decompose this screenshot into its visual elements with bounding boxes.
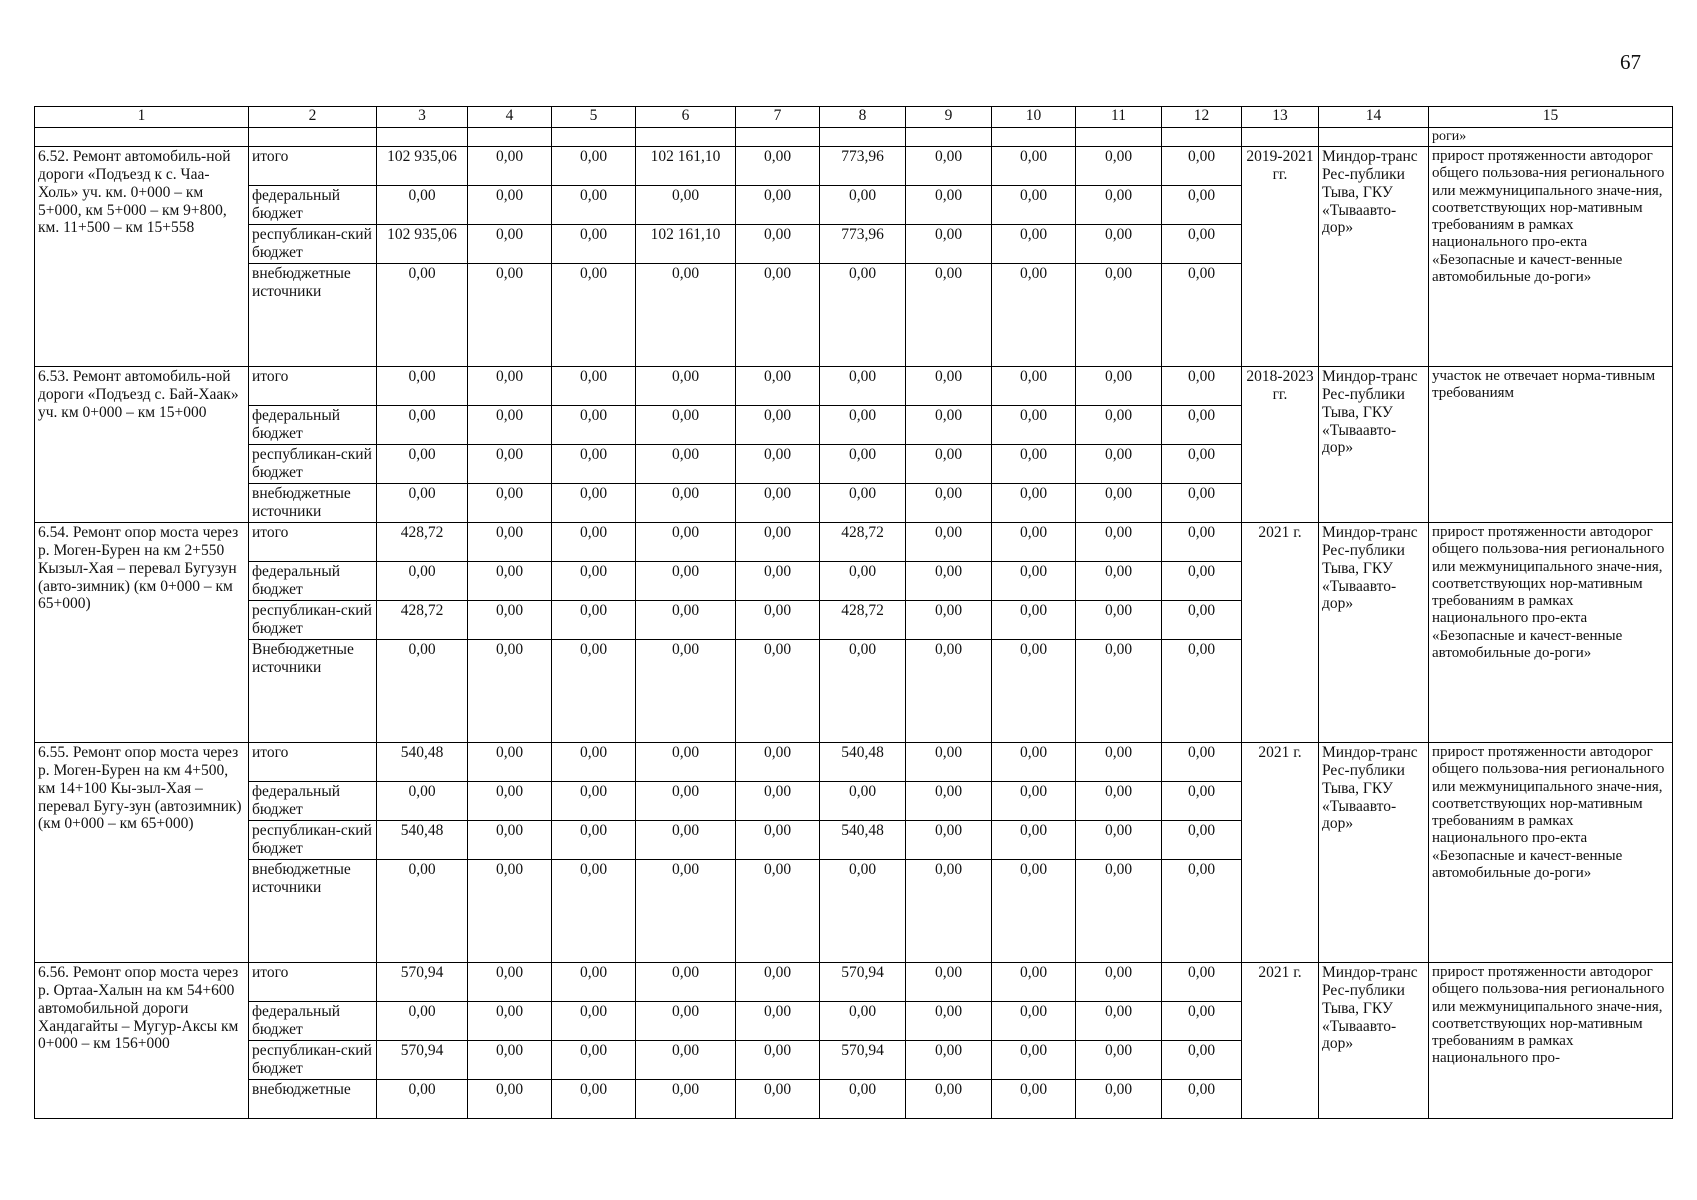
amount-cell: 102 935,06 (377, 147, 468, 186)
amount-cell: 0,00 (552, 445, 636, 484)
amount-cell: 0,00 (636, 523, 736, 562)
empty-cell (820, 128, 906, 147)
funding-source: внебюджетные источники (249, 860, 377, 963)
program-table (34, 106, 1673, 1119)
amount-cell: 0,00 (820, 484, 906, 523)
amount-cell: 0,00 (1162, 1041, 1242, 1080)
column-number: 8 (820, 107, 906, 128)
amount-cell: 0,00 (736, 147, 820, 186)
amount-cell: 0,00 (906, 743, 992, 782)
amount-cell: 0,00 (552, 601, 636, 640)
amount-cell: 0,00 (1076, 147, 1162, 186)
empty-cell (468, 128, 552, 147)
amount-cell: 0,00 (377, 1080, 468, 1119)
amount-cell: 0,00 (906, 445, 992, 484)
amount-cell: 0,00 (736, 601, 820, 640)
empty-cell (1162, 128, 1242, 147)
funding-source: федеральный бюджет (249, 782, 377, 821)
amount-cell: 0,00 (468, 445, 552, 484)
amount-cell: 0,00 (736, 264, 820, 367)
amount-cell: 570,94 (820, 963, 906, 1002)
amount-cell: 0,00 (906, 264, 992, 367)
amount-cell: 0,00 (736, 1080, 820, 1119)
amount-cell: 0,00 (1162, 782, 1242, 821)
period-cell: 2021 г. (1242, 743, 1319, 963)
empty-cell (736, 128, 820, 147)
amount-cell: 0,00 (377, 445, 468, 484)
amount-cell: 0,00 (636, 743, 736, 782)
column-number: 12 (1162, 107, 1242, 128)
amount-cell: 0,00 (636, 186, 736, 225)
amount-cell: 0,00 (1162, 367, 1242, 406)
amount-cell: 102 935,06 (377, 225, 468, 264)
amount-cell: 0,00 (1076, 445, 1162, 484)
amount-cell: 0,00 (1076, 186, 1162, 225)
amount-cell: 0,00 (1162, 860, 1242, 963)
amount-cell: 0,00 (1162, 601, 1242, 640)
carry-over-text: роги» (1429, 128, 1673, 147)
amount-cell: 0,00 (636, 601, 736, 640)
amount-cell: 0,00 (636, 1041, 736, 1080)
result-note: участок не отвечает норма-тивным требованиям (1429, 367, 1673, 523)
amount-cell: 0,00 (906, 367, 992, 406)
amount-cell: 0,00 (468, 367, 552, 406)
amount-cell: 0,00 (468, 1041, 552, 1080)
empty-cell (906, 128, 992, 147)
amount-cell: 0,00 (906, 1080, 992, 1119)
amount-cell: 0,00 (1162, 225, 1242, 264)
amount-cell: 0,00 (552, 782, 636, 821)
amount-cell: 0,00 (1162, 406, 1242, 445)
amount-cell: 0,00 (552, 523, 636, 562)
amount-cell: 0,00 (468, 1002, 552, 1041)
result-note: прирост протяженности автодорог общего пользова-ния регионального или межмуниципального значе-ния, соответствующих нор-мативным требованиям в рамках национального про-екта «Безопасные и качест-венные автомобильные до-роги» (1429, 523, 1673, 743)
amount-cell: 0,00 (552, 743, 636, 782)
empty-cell (35, 128, 249, 147)
amount-cell: 0,00 (992, 963, 1076, 1002)
column-number: 6 (636, 107, 736, 128)
amount-cell: 0,00 (636, 640, 736, 743)
amount-cell: 0,00 (552, 225, 636, 264)
amount-cell: 0,00 (992, 640, 1076, 743)
column-number: 11 (1076, 107, 1162, 128)
funding-source: республикан-ский бюджет (249, 601, 377, 640)
amount-cell: 0,00 (992, 743, 1076, 782)
amount-cell: 0,00 (992, 1002, 1076, 1041)
amount-cell: 0,00 (736, 1041, 820, 1080)
amount-cell: 0,00 (820, 264, 906, 367)
result-note: прирост протяженности автодорог общего пользова-ния регионального или межмуниципального значе-ния, соответствующих нор-мативным требованиям в рамках национального про-екта «Безопасные и качест-венные автомобильные до-роги» (1429, 147, 1673, 367)
amount-cell: 0,00 (1162, 562, 1242, 601)
amount-cell: 0,00 (552, 406, 636, 445)
amount-cell: 0,00 (377, 562, 468, 601)
amount-cell: 0,00 (552, 264, 636, 367)
column-number: 4 (468, 107, 552, 128)
amount-cell: 0,00 (468, 147, 552, 186)
table-row (35, 367, 1673, 406)
responsible-cell: Миндор-транс Рес-публики Тыва, ГКУ «Тываавто-дор» (1319, 367, 1429, 523)
amount-cell: 0,00 (736, 743, 820, 782)
period-cell: 2018-2023 гг. (1242, 367, 1319, 523)
amount-cell: 102 161,10 (636, 225, 736, 264)
amount-cell: 0,00 (552, 963, 636, 1002)
funding-source: Внебюджетные источники (249, 640, 377, 743)
amount-cell: 0,00 (992, 186, 1076, 225)
project-name: 6.54. Ремонт опор моста через р. Моген-Бурен на км 2+550 Кызыл-Хая – перевал Бугузун (авто-зимник) (км 0+000 – км 65+000) (35, 523, 249, 743)
amount-cell: 0,00 (377, 484, 468, 523)
amount-cell: 0,00 (906, 1002, 992, 1041)
amount-cell: 0,00 (468, 225, 552, 264)
funding-source: республикан-ский бюджет (249, 225, 377, 264)
amount-cell: 0,00 (906, 821, 992, 860)
amount-cell: 0,00 (1076, 640, 1162, 743)
empty-cell (377, 128, 468, 147)
amount-cell: 0,00 (636, 1002, 736, 1041)
amount-cell: 540,48 (820, 743, 906, 782)
amount-cell: 0,00 (636, 484, 736, 523)
table-row (35, 963, 1673, 1002)
amount-cell: 0,00 (736, 523, 820, 562)
funding-source: итого (249, 367, 377, 406)
amount-cell: 0,00 (552, 367, 636, 406)
column-number: 5 (552, 107, 636, 128)
funding-source: итого (249, 523, 377, 562)
amount-cell: 0,00 (1162, 147, 1242, 186)
responsible-cell: Миндор-транс Рес-публики Тыва, ГКУ «Тываавто-дор» (1319, 963, 1429, 1119)
amount-cell: 0,00 (1162, 1002, 1242, 1041)
amount-cell: 0,00 (552, 186, 636, 225)
amount-cell: 428,72 (820, 523, 906, 562)
amount-cell: 570,94 (377, 1041, 468, 1080)
amount-cell: 0,00 (377, 367, 468, 406)
project-name: 6.53. Ремонт автомобиль-ной дороги «Подъезд с. Бай-Хаак» уч. км 0+000 – км 15+000 (35, 367, 249, 523)
funding-source: федеральный бюджет (249, 562, 377, 601)
amount-cell: 0,00 (906, 1041, 992, 1080)
amount-cell: 0,00 (377, 264, 468, 367)
amount-cell: 0,00 (636, 1080, 736, 1119)
amount-cell: 0,00 (552, 640, 636, 743)
amount-cell: 540,48 (820, 821, 906, 860)
column-number-row (35, 107, 1673, 128)
table-row (35, 147, 1673, 186)
amount-cell: 0,00 (468, 186, 552, 225)
amount-cell: 0,00 (992, 782, 1076, 821)
amount-cell: 0,00 (992, 601, 1076, 640)
amount-cell: 0,00 (552, 1080, 636, 1119)
amount-cell: 0,00 (736, 367, 820, 406)
amount-cell: 0,00 (736, 562, 820, 601)
amount-cell: 540,48 (377, 743, 468, 782)
amount-cell: 0,00 (906, 406, 992, 445)
amount-cell: 0,00 (552, 821, 636, 860)
column-number: 2 (249, 107, 377, 128)
amount-cell: 0,00 (992, 264, 1076, 367)
responsible-cell: Миндор-транс Рес-публики Тыва, ГКУ «Тываавто-дор» (1319, 147, 1429, 367)
amount-cell: 0,00 (992, 147, 1076, 186)
amount-cell: 0,00 (736, 186, 820, 225)
project-name: 6.56. Ремонт опор моста через р. Ортаа-Халын на км 54+600 автомобильной дороги Хандагайты – Мугур-Аксы км 0+000 – км 156+000 (35, 963, 249, 1119)
amount-cell: 0,00 (1076, 1002, 1162, 1041)
amount-cell: 0,00 (468, 860, 552, 963)
amount-cell: 0,00 (636, 406, 736, 445)
result-note: прирост протяженности автодорог общего пользова-ния регионального или межмуниципального значе-ния, соответствующих нор-мативным требованиям в рамках национального про-екта «Безопасные и качест-венные автомобильные до-роги» (1429, 743, 1673, 963)
table-row (35, 523, 1673, 562)
amount-cell: 0,00 (992, 821, 1076, 860)
period-cell: 2021 г. (1242, 963, 1319, 1119)
amount-cell: 0,00 (992, 1080, 1076, 1119)
funding-source: республикан-ский бюджет (249, 821, 377, 860)
empty-cell (552, 128, 636, 147)
amount-cell: 0,00 (820, 860, 906, 963)
amount-cell: 0,00 (992, 225, 1076, 264)
funding-source: внебюджетные источники (249, 264, 377, 367)
amount-cell: 0,00 (1076, 1080, 1162, 1119)
amount-cell: 0,00 (636, 963, 736, 1002)
amount-cell: 0,00 (992, 562, 1076, 601)
amount-cell: 0,00 (1076, 523, 1162, 562)
amount-cell: 0,00 (820, 1080, 906, 1119)
amount-cell: 0,00 (992, 406, 1076, 445)
amount-cell: 0,00 (1076, 1041, 1162, 1080)
amount-cell: 0,00 (377, 186, 468, 225)
amount-cell: 0,00 (468, 640, 552, 743)
amount-cell: 0,00 (736, 640, 820, 743)
project-name: 6.52. Ремонт автомобиль-ной дороги «Подъезд к с. Чаа-Холь» уч. км. 0+000 – км 5+000, км 5+000 – км 9+800, км. 11+500 – км 15+558 (35, 147, 249, 367)
amount-cell: 0,00 (992, 860, 1076, 963)
amount-cell: 0,00 (468, 406, 552, 445)
amount-cell: 0,00 (636, 445, 736, 484)
amount-cell: 0,00 (468, 562, 552, 601)
amount-cell: 0,00 (468, 601, 552, 640)
amount-cell: 0,00 (468, 264, 552, 367)
amount-cell: 0,00 (992, 484, 1076, 523)
amount-cell: 0,00 (736, 225, 820, 264)
funding-source: итого (249, 963, 377, 1002)
amount-cell: 0,00 (1076, 963, 1162, 1002)
amount-cell: 0,00 (552, 1041, 636, 1080)
amount-cell: 0,00 (736, 821, 820, 860)
amount-cell: 0,00 (906, 640, 992, 743)
amount-cell: 0,00 (636, 860, 736, 963)
amount-cell: 0,00 (992, 1041, 1076, 1080)
empty-cell (249, 128, 377, 147)
amount-cell: 0,00 (552, 562, 636, 601)
amount-cell: 0,00 (906, 484, 992, 523)
amount-cell: 0,00 (736, 406, 820, 445)
amount-cell: 0,00 (377, 406, 468, 445)
table-body (35, 107, 1673, 1119)
amount-cell: 0,00 (636, 367, 736, 406)
amount-cell: 0,00 (1076, 562, 1162, 601)
amount-cell: 0,00 (1162, 445, 1242, 484)
amount-cell: 102 161,10 (636, 147, 736, 186)
amount-cell: 0,00 (906, 601, 992, 640)
amount-cell: 0,00 (552, 1002, 636, 1041)
amount-cell: 0,00 (1076, 860, 1162, 963)
amount-cell: 0,00 (820, 640, 906, 743)
amount-cell: 0,00 (1162, 186, 1242, 225)
funding-source: внебюджетные (249, 1080, 377, 1119)
column-number: 14 (1319, 107, 1429, 128)
amount-cell: 0,00 (820, 562, 906, 601)
amount-cell: 773,96 (820, 225, 906, 264)
period-cell: 2019-2021 гг. (1242, 147, 1319, 367)
responsible-cell: Миндор-транс Рес-публики Тыва, ГКУ «Тываавто-дор» (1319, 523, 1429, 743)
column-number: 1 (35, 107, 249, 128)
empty-cell (1076, 128, 1162, 147)
amount-cell: 0,00 (736, 484, 820, 523)
amount-cell: 0,00 (820, 367, 906, 406)
amount-cell: 0,00 (736, 445, 820, 484)
amount-cell: 0,00 (820, 445, 906, 484)
period-cell: 2021 г. (1242, 523, 1319, 743)
amount-cell: 0,00 (636, 782, 736, 821)
amount-cell: 428,72 (377, 601, 468, 640)
amount-cell: 0,00 (552, 484, 636, 523)
amount-cell: 0,00 (1076, 601, 1162, 640)
funding-source: республикан-ский бюджет (249, 445, 377, 484)
amount-cell: 0,00 (736, 860, 820, 963)
amount-cell: 0,00 (1076, 743, 1162, 782)
amount-cell: 0,00 (636, 562, 736, 601)
amount-cell: 0,00 (468, 782, 552, 821)
amount-cell: 0,00 (906, 562, 992, 601)
amount-cell: 0,00 (1076, 484, 1162, 523)
amount-cell: 0,00 (1162, 523, 1242, 562)
empty-cell (992, 128, 1076, 147)
funding-source: федеральный бюджет (249, 186, 377, 225)
column-number: 9 (906, 107, 992, 128)
funding-source: республикан-ский бюджет (249, 1041, 377, 1080)
column-number: 10 (992, 107, 1076, 128)
project-name: 6.55. Ремонт опор моста через р. Моген-Бурен на км 4+500, км 14+100 Кы-зыл-Хая – перевал Бугу-зун (автозимник) (км 0+000 – км 65+000) (35, 743, 249, 963)
page-number: 67 (1620, 50, 1641, 74)
amount-cell: 0,00 (636, 821, 736, 860)
amount-cell: 0,00 (636, 264, 736, 367)
amount-cell: 0,00 (906, 782, 992, 821)
amount-cell: 0,00 (906, 860, 992, 963)
amount-cell: 0,00 (377, 640, 468, 743)
empty-cell (1319, 128, 1429, 147)
amount-cell: 0,00 (1076, 225, 1162, 264)
amount-cell: 0,00 (1076, 264, 1162, 367)
amount-cell: 0,00 (906, 147, 992, 186)
amount-cell: 0,00 (1162, 264, 1242, 367)
amount-cell: 0,00 (992, 523, 1076, 562)
column-number: 13 (1242, 107, 1319, 128)
column-number: 7 (736, 107, 820, 128)
funding-source: внебюджетные источники (249, 484, 377, 523)
empty-cell (1242, 128, 1319, 147)
amount-cell: 570,94 (377, 963, 468, 1002)
column-number: 3 (377, 107, 468, 128)
funding-source: федеральный бюджет (249, 1002, 377, 1041)
column-number: 15 (1429, 107, 1673, 128)
amount-cell: 0,00 (1162, 1080, 1242, 1119)
carry-over-row (35, 128, 1673, 147)
amount-cell: 0,00 (736, 963, 820, 1002)
amount-cell: 0,00 (552, 147, 636, 186)
amount-cell: 0,00 (1162, 484, 1242, 523)
amount-cell: 0,00 (906, 963, 992, 1002)
amount-cell: 0,00 (468, 743, 552, 782)
amount-cell: 0,00 (377, 860, 468, 963)
amount-cell: 0,00 (468, 821, 552, 860)
amount-cell: 0,00 (377, 782, 468, 821)
amount-cell: 0,00 (1076, 367, 1162, 406)
amount-cell: 540,48 (377, 821, 468, 860)
amount-cell: 0,00 (468, 484, 552, 523)
amount-cell: 0,00 (1162, 821, 1242, 860)
amount-cell: 0,00 (468, 523, 552, 562)
amount-cell: 0,00 (468, 963, 552, 1002)
amount-cell: 0,00 (1076, 406, 1162, 445)
amount-cell: 0,00 (468, 1080, 552, 1119)
empty-cell (636, 128, 736, 147)
amount-cell: 0,00 (1162, 640, 1242, 743)
amount-cell: 570,94 (820, 1041, 906, 1080)
amount-cell: 0,00 (552, 860, 636, 963)
amount-cell: 0,00 (906, 523, 992, 562)
amount-cell: 428,72 (820, 601, 906, 640)
table-row (35, 743, 1673, 782)
amount-cell: 0,00 (1162, 743, 1242, 782)
amount-cell: 0,00 (906, 225, 992, 264)
amount-cell: 0,00 (1076, 782, 1162, 821)
amount-cell: 0,00 (820, 186, 906, 225)
funding-source: федеральный бюджет (249, 406, 377, 445)
amount-cell: 0,00 (992, 367, 1076, 406)
amount-cell: 0,00 (736, 1002, 820, 1041)
amount-cell: 0,00 (906, 186, 992, 225)
amount-cell: 0,00 (377, 1002, 468, 1041)
funding-source: итого (249, 147, 377, 186)
amount-cell: 0,00 (1162, 963, 1242, 1002)
amount-cell: 0,00 (820, 782, 906, 821)
amount-cell: 773,96 (820, 147, 906, 186)
amount-cell: 428,72 (377, 523, 468, 562)
result-note: прирост протяженности автодорог общего пользова-ния регионального или межмуниципального значе-ния, соответствующих нор-мативным требованиям в рамках национального про- (1429, 963, 1673, 1119)
amount-cell: 0,00 (992, 445, 1076, 484)
funding-source: итого (249, 743, 377, 782)
amount-cell: 0,00 (736, 782, 820, 821)
amount-cell: 0,00 (1076, 821, 1162, 860)
amount-cell: 0,00 (820, 1002, 906, 1041)
amount-cell: 0,00 (820, 406, 906, 445)
responsible-cell: Миндор-транс Рес-публики Тыва, ГКУ «Тываавто-дор» (1319, 743, 1429, 963)
